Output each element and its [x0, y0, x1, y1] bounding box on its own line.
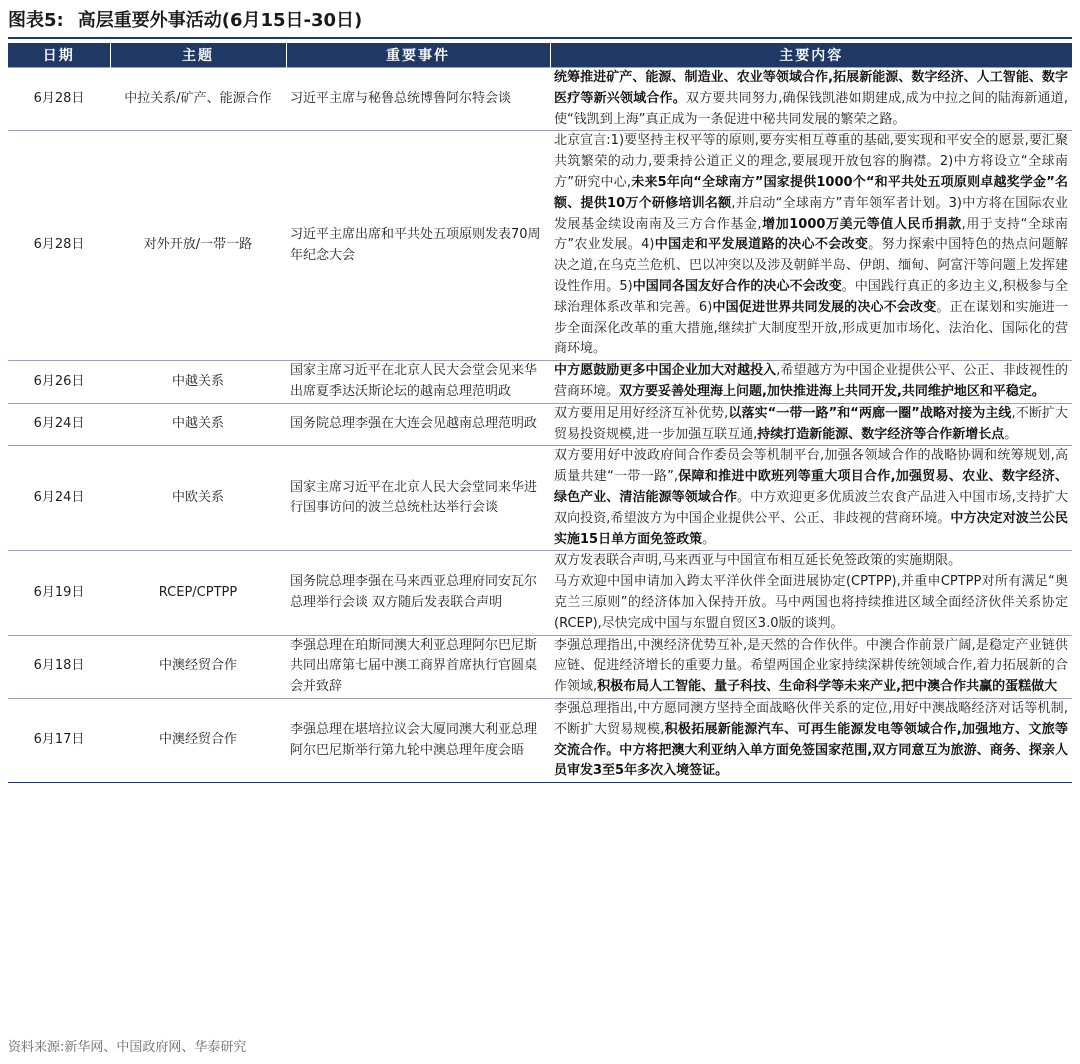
- figure-label: 图表5:: [8, 10, 64, 31]
- content-text: 北京宣言:1)要坚持主权平等的原则,要夯实相互尊重的基础,要实现和平安全的愿景,要汇聚共筑繁荣的动力,要秉持公道正义的理念,要展现开放包容的胸襟。2)中方将设立“全球南方”研究中心,: [554, 133, 1068, 190]
- content-text: ,并启动“全球南方”青年领军者计划。3)中方将在国际农业发展基金续设南南及三方合作基金,: [554, 195, 1069, 232]
- content-text: ,希望越方为中国企业提供公平、公正、非歧视性的营商环境。: [554, 363, 1068, 399]
- header-event: 重要事件: [286, 43, 550, 68]
- content-text: 李强总理指出,中方愿同澳方坚持全面战略伙伴关系的定位,用好中澳战略经济对话等机制,不断扩大贸易规模,: [554, 700, 1068, 737]
- figure-caption: 高层重要外事活动(6月15日-30日): [77, 10, 363, 31]
- content-text-bold: 中国同各国友好合作的决心不会改变: [632, 278, 842, 294]
- content-paragraph: [554, 68, 1068, 130]
- row-event: 国家主席习近平在北京人民大会堂同来华进行国事访问的波兰总统杜达举行会谈: [286, 446, 550, 551]
- row-content: [550, 635, 1072, 698]
- row-event: 李强总理在堪培拉议会大厦同澳大利亚总理阿尔巴尼斯举行第九轮中澳总理年度会晤: [286, 698, 550, 782]
- content-text-bold: 中国走和平发展道路的决心不会改变: [654, 237, 869, 253]
- content-paragraph: [554, 572, 1068, 634]
- row-date: 6月17日: [8, 698, 110, 782]
- row-topic: 中越关系: [110, 361, 286, 404]
- content-text-bold: 未来5年向“全球南方”国家提供1000个“和平共处五项原则卓越奖学金”名额、提供10万个研修培训名额: [554, 174, 1068, 211]
- content-text: 。中国践行真正的多边主义,积极参与全球治理体系改革和完善。6): [554, 278, 1068, 315]
- content-text-bold: 中方愿鼓励更多中国企业加大对越投入: [554, 363, 777, 379]
- content-text-bold: 统筹推进矿产、能源、制造业、农业等领域合作,拓展新能源、数字经济、人工智能、数字医疗等新兴领域合作。: [554, 70, 1068, 106]
- row-content: [550, 551, 1072, 635]
- source-note: 资料来源:新华网、中国政府网、华泰研究: [8, 1040, 247, 1055]
- header-content: 主要内容: [550, 43, 1072, 68]
- row-topic: 中澳经贸合作: [110, 698, 286, 782]
- row-date: 6月24日: [8, 446, 110, 551]
- row-date: 6月26日: [8, 361, 110, 404]
- row-content: [550, 131, 1072, 361]
- content-text-bold: 以落实“一带一路”和“两廊一圈”战略对接为主线: [728, 405, 1012, 421]
- row-topic: 中越关系: [110, 403, 286, 446]
- content-text: 。努力探索中国特色的热点问题解决之道,在乌克兰危机、巴以冲突以及涉及朝鲜半岛、伊朗、缅甸、阿富汗等问题上发挥建设性作用。5): [554, 237, 1068, 294]
- header-date: 日期: [8, 43, 110, 68]
- table-row: [8, 698, 1072, 782]
- content-text: ,用于支持“全球南方”农业发展。4): [554, 216, 1069, 253]
- content-text-bold: 中国促进世界共同发展的决心不会改变: [712, 299, 937, 315]
- header-topic: 主题: [110, 43, 286, 68]
- table-row: [8, 361, 1072, 404]
- row-content: [550, 361, 1072, 404]
- row-event: 李强总理在珀斯同澳大利亚总理阿尔巴尼斯共同出席第七届中澳工商界首席执行官圆桌会并致辞: [286, 635, 550, 698]
- table-body: [8, 68, 1072, 783]
- content-paragraph: [554, 636, 1068, 698]
- row-topic: 中拉关系/矿产、能源合作: [110, 68, 286, 131]
- content-text-bold: 增加1000万美元等值人民币捐款: [761, 216, 962, 232]
- figure-title: [8, 5, 362, 37]
- activities-table: [8, 43, 1072, 783]
- content-text-bold: 保障和推进中欧班列等重大项目合作,加强贸易、农业、数字经济、绿色产业、清洁能源等领域合作: [554, 469, 1068, 505]
- content-text: 李强总理指出,中澳经济优势互补,是天然的合作伙伴。中澳合作前景广阔,是稳定产业链供应链、促进经济增长的重要力量。希望两国企业家持续深耕传统领域合作,着力拓展新的合作领域,: [554, 637, 1068, 695]
- content-text: 双方要共同努力,确保钱凯港如期建成,成为中拉之间的陆海新通道,使“钱凯到上海”真正成为一条促进中秘共同发展的繁荣之路。: [554, 90, 1068, 127]
- content-paragraph: [554, 551, 1068, 572]
- row-topic: 中澳经贸合作: [110, 635, 286, 698]
- content-text-bold: 持续打造新能源、数字经济等合作新增长点: [757, 426, 1005, 442]
- content-paragraph: [554, 699, 1068, 782]
- content-text: 。: [1004, 426, 1018, 442]
- table-row: [8, 446, 1072, 551]
- row-content: [550, 698, 1072, 782]
- content-text: 双方要用足用好经济互补优势,: [554, 405, 729, 421]
- row-content: [550, 446, 1072, 551]
- row-event: 国务院总理李强在大连会见越南总理范明政: [286, 403, 550, 446]
- content-text-bold: 积极布局人工智能、量子科技、生命科学等未来产业,把中澳合作共赢的蛋糕做大: [597, 679, 1058, 695]
- table-row: [8, 131, 1072, 361]
- row-content: [550, 68, 1072, 131]
- table-row: [8, 68, 1072, 131]
- row-event: 国家主席习近平在北京人民大会堂会见来华出席夏季达沃斯论坛的越南总理范明政: [286, 361, 550, 404]
- content-text: 双方发表联合声明,马来西亚与中国宣布相互延长免签政策的实施期限。: [554, 553, 962, 569]
- content-paragraph: [554, 446, 1068, 550]
- row-event: 习近平主席出席和平共处五项原则发表70周年纪念大会: [286, 131, 550, 361]
- table-row: [8, 403, 1072, 446]
- content-paragraph: [554, 404, 1068, 446]
- row-date: 6月24日: [8, 403, 110, 446]
- table-header-row: [8, 43, 1072, 68]
- row-content: [550, 403, 1072, 446]
- content-paragraph: [554, 361, 1068, 403]
- row-topic: 中欧关系: [110, 446, 286, 551]
- content-paragraph: [554, 131, 1068, 360]
- row-date: 6月28日: [8, 68, 110, 131]
- row-topic: RCEP/CPTPP: [110, 551, 286, 635]
- content-text-bold: 积极拓展新能源汽车、可再生能源发电等领域合作,加强地方、文旅等交流合作。中方将把澳大利亚纳入单方面免签国家范围,双方同意互为旅游、商务、探亲人员审发3至5年多次入境签证。: [554, 721, 1068, 779]
- content-text: 双方要用好中波政府间合作委员会等机制平台,加强各领域合作的战略协调和统筹规划,高质量共建“一带一路”,: [554, 448, 1068, 485]
- table-row: [8, 551, 1072, 635]
- content-text: ,不断扩大贸易投资规模,进一步加强互联互通,: [554, 405, 1068, 442]
- title-rule: [8, 37, 1072, 39]
- content-text: 马方欢迎中国申请加入跨太平洋伙伴全面进展协定(CPTPP),并重申CPTPP对所有满足“奥克兰三原则”的经济体加入保持开放。马中两国也将持续推进区域全面经济伙伴关系协定(RCEP),尽快完成中国与东盟自贸区3.0版的谈判。: [554, 574, 1068, 631]
- row-date: 6月18日: [8, 635, 110, 698]
- row-event: 国务院总理李强在马来西亚总理府同安瓦尔总理举行会谈 双方随后发表联合声明: [286, 551, 550, 635]
- row-event: 习近平主席与秘鲁总统博鲁阿尔特会谈: [286, 68, 550, 131]
- content-text: 。正在谋划和实施进一步全面深化改革的重大措施,继续扩大制度型开放,形成更加市场化、法治化、国际化的营商环境。: [554, 299, 1068, 357]
- row-date: 6月28日: [8, 131, 110, 361]
- table-row: [8, 635, 1072, 698]
- row-date: 6月19日: [8, 551, 110, 635]
- content-text-bold: 双方要妥善处理海上问题,加快推进海上共同开发,共同维护地区和平稳定。: [619, 383, 1045, 399]
- content-text-bold: 中方决定对波兰公民实施15日单方面免签政策: [554, 510, 1068, 547]
- content-text: 。: [702, 531, 716, 547]
- row-topic: 对外开放/一带一路: [110, 131, 286, 361]
- content-text: 。中方欢迎更多优质波兰农食产品进入中国市场,支持扩大双向投资,希望波方为中国企业提供公平、公正、非歧视的营商环境。: [554, 489, 1068, 526]
